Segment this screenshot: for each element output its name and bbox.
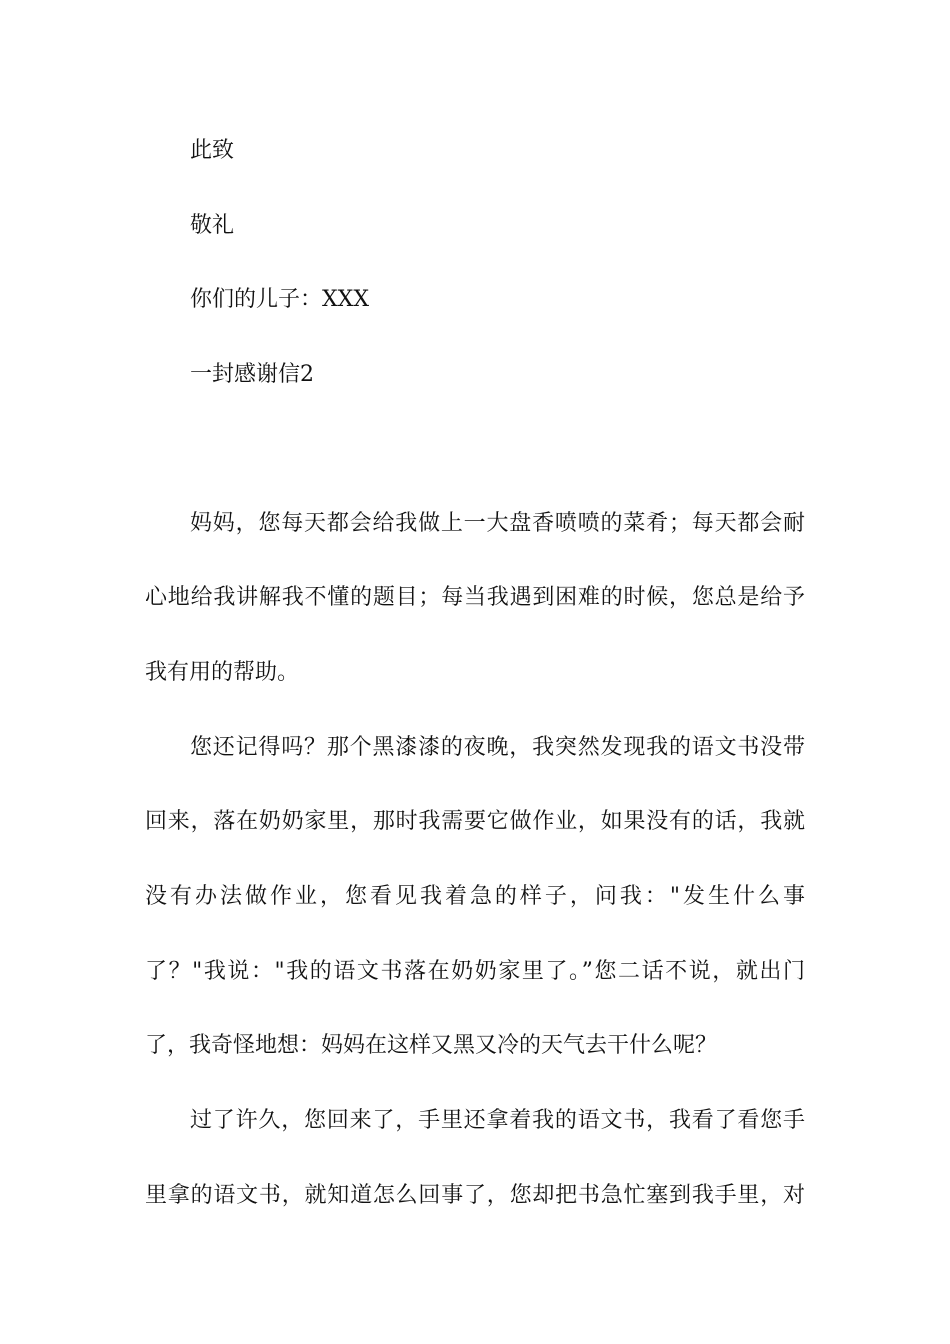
paragraph-2-line-1: 您还记得吗？那个黑漆漆的夜晚，我突然发现我的语文书没带 — [190, 735, 805, 760]
paragraph-2-line-5: 了，我奇怪地想：妈妈在这样又黑又冷的天气去干什么呢？ — [145, 1033, 718, 1058]
letter-title: 一封感谢信2 — [190, 362, 314, 387]
closing-line-2: 敬礼 — [190, 213, 235, 238]
paragraph-3-line-2: 里拿的语文书，就知道怎么回事了，您却把书急忙塞到我手里，对 — [145, 1183, 805, 1208]
paragraph-2-line-3: 没有办法做作业，您看见我着急的样子，问我："发生什么事 — [145, 884, 805, 909]
signature-line: 你们的儿子：XXX — [190, 287, 369, 312]
paragraph-1-line-3: 我有用的帮助。 — [145, 660, 300, 685]
paragraph-2-line-4: 了？"我说："我的语文书落在奶奶家里了。”您二话不说，就出门 — [145, 959, 805, 984]
paragraph-1-line-2: 心地给我讲解我不懂的题目；每当我遇到困难的时候，您总是给予 — [145, 585, 805, 610]
paragraph-1-line-1: 妈妈，您每天都会给我做上一大盘香喷喷的菜肴；每天都会耐 — [190, 511, 805, 536]
closing-line-1: 此致 — [190, 138, 235, 163]
paragraph-2-line-2: 回来，落在奶奶家里，那时我需要它做作业，如果没有的话，我就 — [145, 809, 805, 834]
paragraph-3-line-1: 过了许久，您回来了，手里还拿着我的语文书，我看了看您手 — [190, 1108, 805, 1133]
